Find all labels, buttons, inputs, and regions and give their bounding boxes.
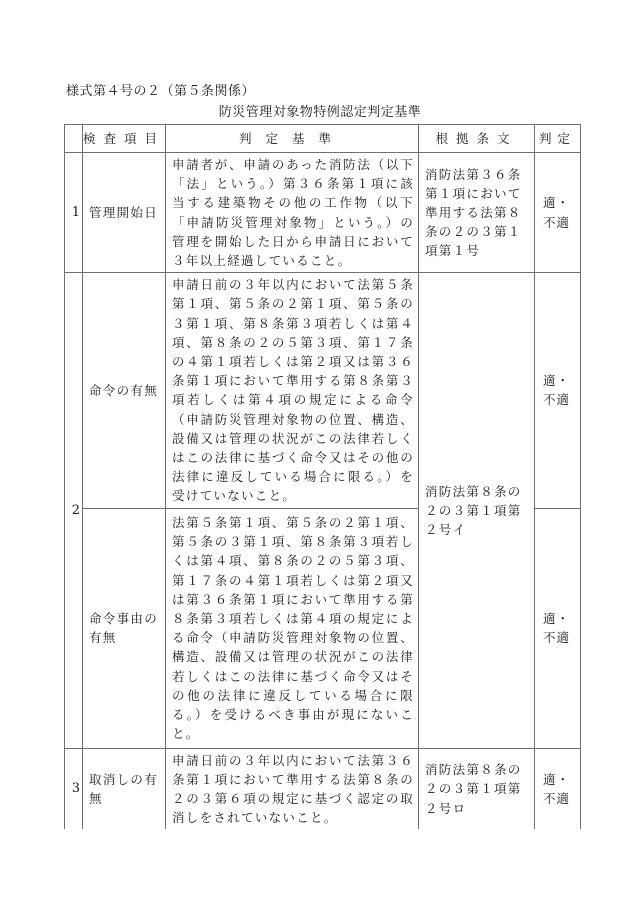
table-header-row xyxy=(65,125,581,153)
judgment-cell: 適・不適 xyxy=(535,748,581,829)
judgment-cell: 適・不適 xyxy=(535,273,581,508)
header-no xyxy=(65,125,83,153)
criteria-text: 申請者が、申請のあった消防法（以下「法」という。）第３６条第１項に該当する建築物その他の工作物（以下「申請防災管理対象物」という。）の管理を開始した日から申請日において３年以上経過していること。 xyxy=(166,153,419,273)
header-item: 検査項目 xyxy=(83,125,166,153)
form-number: 様式第４号の２（第５条関係） xyxy=(66,84,256,99)
criteria-text: 法第５条第１項、第５条の２第１項、第５条の３第１項、第８条第３項若しくは第４項、第８条の２の５第３項、第１７条の４第１項若しくは第２項又は第３６条第１項において準用する第８条第３項若しくは第４項の規定による命令（申請防災管理対象物の位置、構造、設備又は管理の状況がこの法律若しくはこの法律に基づく命令又はその他の法律に違反している場合に限る。）を受けるべき事由が現にないこと。 xyxy=(166,508,419,748)
table-row xyxy=(65,748,581,829)
criteria-table xyxy=(64,124,581,829)
judgment-cell: 適・不適 xyxy=(535,508,581,748)
inspection-item: 取消しの有無 xyxy=(83,748,166,829)
document-title: 防災管理対象物特例認定判定基準 xyxy=(218,105,422,120)
criteria-text: 申請日前の３年以内において法第５条第１項、第５条の２第１項、第５条の３第１項、第８条第３項若しくは第４項、第８条の２の５第３項、第１７条の４第１項若しくは第２項又は第３６条第１項において準用する第８条第３項若しくは第４項の規定による命令（申請防災管理対象物の位置、構造、設備又は管理の状況がこの法律若しくはこの法律に基づく命令又はその他の法律に違反している場合に限る。）を受けていないこと。 xyxy=(166,273,419,508)
header-criteria: 判定基準 xyxy=(166,125,419,153)
judgment-cell: 適・不適 xyxy=(535,153,581,273)
criteria-text: 申請日前の３年以内において法第３６条第１項において準用する法第８条の２の３第６項の規定に基づく認定の取消しをされていないこと。 xyxy=(166,748,419,829)
inspection-item: 命令事由の有無 xyxy=(83,508,166,748)
inspection-item: 管理開始日 xyxy=(83,153,166,273)
row-number: 2 xyxy=(65,273,83,748)
row-number: 3 xyxy=(65,748,83,829)
table-row xyxy=(65,273,581,508)
header-judgment: 判定 xyxy=(535,125,581,153)
header-basis: 根拠条文 xyxy=(419,125,535,153)
row-number: 1 xyxy=(65,153,83,273)
basis-text: 消防法第８条の２の３第１項第２号イ xyxy=(419,273,535,748)
basis-text: 消防法第８条の２の３第１項第２号ロ xyxy=(419,748,535,829)
basis-text: 消防法第３６条第１項において準用する法第８条の２の３第１項第１号 xyxy=(419,153,535,273)
table-row xyxy=(65,153,581,273)
inspection-item: 命令の有無 xyxy=(83,273,166,508)
